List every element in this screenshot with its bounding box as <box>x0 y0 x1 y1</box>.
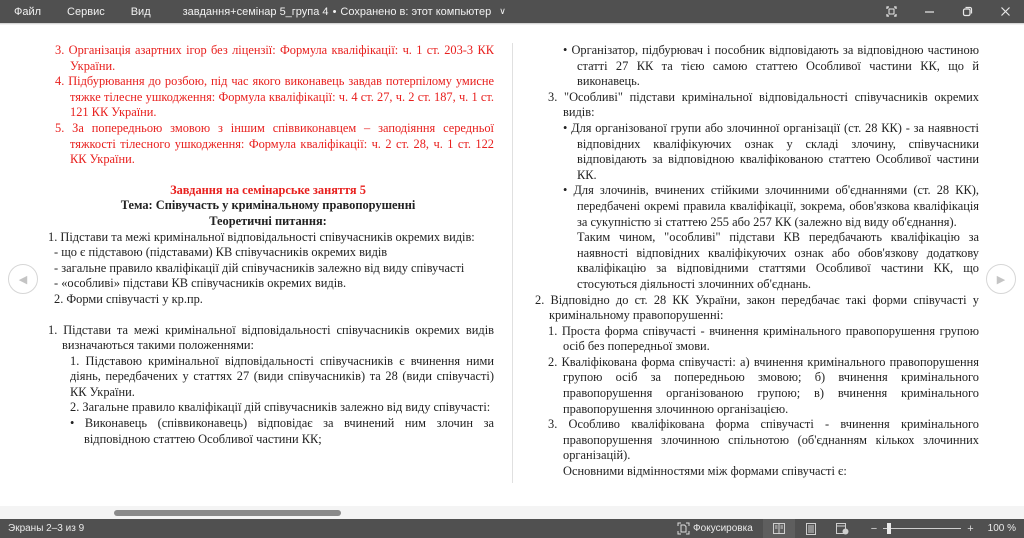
next-page-button[interactable] <box>986 264 1016 294</box>
status-controls <box>677 519 1024 538</box>
horizontal-scrollbar[interactable] <box>0 506 1024 519</box>
right-page <box>535 43 979 480</box>
red-item-3: 3. Організація азартних ігор без ліцензії: Формула кваліфікації: ч. 1 ст. 203-3 КК України. <box>55 43 494 73</box>
question-1b: - загальне правило кваліфікації дій співучасників залежно від виду співучасті <box>54 260 465 275</box>
red-item-5: 5. За попередньою змовою з іншим співвиконавцем – заподіяння середньої тяжкості тілесного ушкодження: Формула кваліфікації: ч. 2 ст. 28, ч. 1 ст. 122 КК України. <box>55 120 494 167</box>
answer-intro: 1. Підстави та межі кримінальної відповідальності співучасників окремих видів визначаються такими положеннями: <box>48 322 494 353</box>
form-simple: 1. Проста форма співучасті - вчинення кримінального правопорушення групою осіб без попередньої змови. <box>548 323 979 354</box>
bullet-organized-group: • Для організованої групи або злочинної організації (ст. 28 КК) - за наявності відповідних кваліфікуючих ознак у складі злочину, співучасники відповідають за відповідною кваліфікованою статтею Особливої частини КК. <box>563 120 979 182</box>
fullscreen-icon <box>886 6 897 17</box>
triangle-right-icon: ▶ <box>996 273 1006 286</box>
chevron-down-icon: ∨ <box>499 6 506 16</box>
page-icon <box>806 523 816 535</box>
web-layout-icon <box>836 523 849 535</box>
minimize-button[interactable] <box>910 0 948 23</box>
topic-heading: Тема: Співучасть у кримінальному правопорушенні <box>120 198 416 213</box>
answer-2: 2. Загальне правило кваліфікації дій співучасників залежно від виду співучасті: <box>70 400 491 415</box>
zoom-slider[interactable] <box>883 528 961 529</box>
focus-icon <box>677 522 690 535</box>
red-item-4: 4. Підбурювання до розбою, під час якого виконавець завдав потерпілому умисне тяжке тілесне ушкодження: Формула кваліфікації: ч. 4 ст. 27, ч. 2 ст. 187, ч. 1 ст. 121 КК України. <box>55 74 494 120</box>
question-1c: - «особливі» підстави КВ співучасників окремих видів. <box>54 276 347 291</box>
answer-2-forms: 2. Відповідно до ст. 28 КК України, закон передбачає такі форми співучасті у кримінальному правопорушенні: <box>535 292 979 323</box>
title-separator: • <box>332 5 337 18</box>
focus-mode-button[interactable] <box>677 522 753 535</box>
summary-paragraph: Таким чином, "особливі" підстави КВ передбачають кваліфікацію за наявності відповідних кваліфікуючих ознак або обов'язкову додаткову кваліфікацію за відповідними статтями Особливої частини КК, що стосуються діяльності злочинних об'єднань. <box>577 230 979 291</box>
scrollbar-thumb[interactable] <box>114 510 341 516</box>
item-special-grounds: 3. "Особливі" підстави кримінальної відповідальності співучасників окремих видів: <box>548 89 979 120</box>
question-1: 1. Підстави та межі кримінальної відповідальності співучасників окремих видів: <box>48 229 475 244</box>
document-title-button[interactable] <box>183 6 506 18</box>
reading-area[interactable] <box>0 25 1024 510</box>
window-controls <box>872 0 1024 23</box>
read-mode-button[interactable] <box>763 519 795 538</box>
restore-button[interactable] <box>948 0 986 23</box>
web-layout-button[interactable] <box>827 519 859 538</box>
zoom-out-button[interactable]: − <box>870 522 878 535</box>
spacer <box>42 168 494 183</box>
zoom-level[interactable]: 100 % <box>987 523 1016 534</box>
bullet-criminal-associations: • Для злочинів, вчинених стійкими злочинними об'єднаннями (ст. 28 КК), передбачені окремі правила кваліфікації, зокрема, обов'язкова кваліфікація за сукупністю зі статтею 255 або 257 КК (залежно від виду об'єднання). <box>563 183 979 229</box>
print-layout-button[interactable] <box>795 519 827 538</box>
triangle-left-icon: ◀ <box>18 273 28 286</box>
task-heading: Завдання на семінарське заняття 5 <box>170 182 366 197</box>
answer-1: 1. Підставою кримінальної відповідальності співучасників є вчинення ними діянь, передбачених у статтях 27 (види співучасників) та 28 (види співучасті) КК України. <box>70 353 494 399</box>
restore-icon <box>962 6 973 17</box>
theory-heading: Теоретичні питання: <box>209 213 327 228</box>
book-icon <box>773 523 785 534</box>
zoom-slider-thumb[interactable] <box>887 523 891 534</box>
form-especially-qualified: 3. Особливо кваліфікована форма співучасті - вчинення кримінального правопорушення злочинною спільнотою (об'єднанням кількох злочинних організацій). <box>548 417 979 463</box>
previous-page-button[interactable] <box>8 264 38 294</box>
menu-file[interactable]: Файл <box>14 5 42 18</box>
zoom-in-button[interactable]: + <box>967 522 974 535</box>
bullet-organizer: • Організатор, підбурювач і пособник відповідають за відповідною частиною статті 27 КК та тією самою статтею Особливої частини КК, що й виконавець. <box>563 43 979 89</box>
zoom-control <box>867 523 1024 535</box>
fullscreen-button[interactable] <box>872 0 910 23</box>
save-status: Сохранено в: этот компьютер <box>340 5 492 18</box>
left-page <box>42 43 494 447</box>
form-qualified: 2. Кваліфікована форма співучасті: а) вчинення кримінального правопорушення групою осіб за попередньою змовою; б) вчинення кримінального правопорушення організованою групою; в) вчинення кримінального правопорушення злочинною організацією. <box>548 354 979 416</box>
question-2: 2. Форми співучасті у кр.пр. <box>54 291 203 306</box>
status-bar <box>0 519 1024 538</box>
closing-line: Основними відмінностями між формами співучасті є: <box>563 464 847 479</box>
screen-counter: Экраны 2–3 из 9 <box>8 523 85 534</box>
page-divider <box>512 43 513 483</box>
minimize-icon <box>924 6 935 17</box>
close-button[interactable] <box>986 0 1024 23</box>
question-1a: - що є підставою (підставами) КВ співучасників окремих видів <box>54 245 388 260</box>
menu-view[interactable]: Вид <box>130 5 151 18</box>
close-icon <box>1000 6 1011 17</box>
menu-service[interactable]: Сервис <box>67 5 105 18</box>
bullet-executor: • Виконавець (співвиконавець) відповідає за вчинений ним злочин за відповідною статтею Особливої частини КК; <box>70 416 494 446</box>
spacer <box>42 308 494 323</box>
document-name: завдання+семінар 5_група 4 <box>182 5 329 18</box>
focus-label: Фокусировка <box>693 523 753 534</box>
title-bar <box>0 0 1024 23</box>
